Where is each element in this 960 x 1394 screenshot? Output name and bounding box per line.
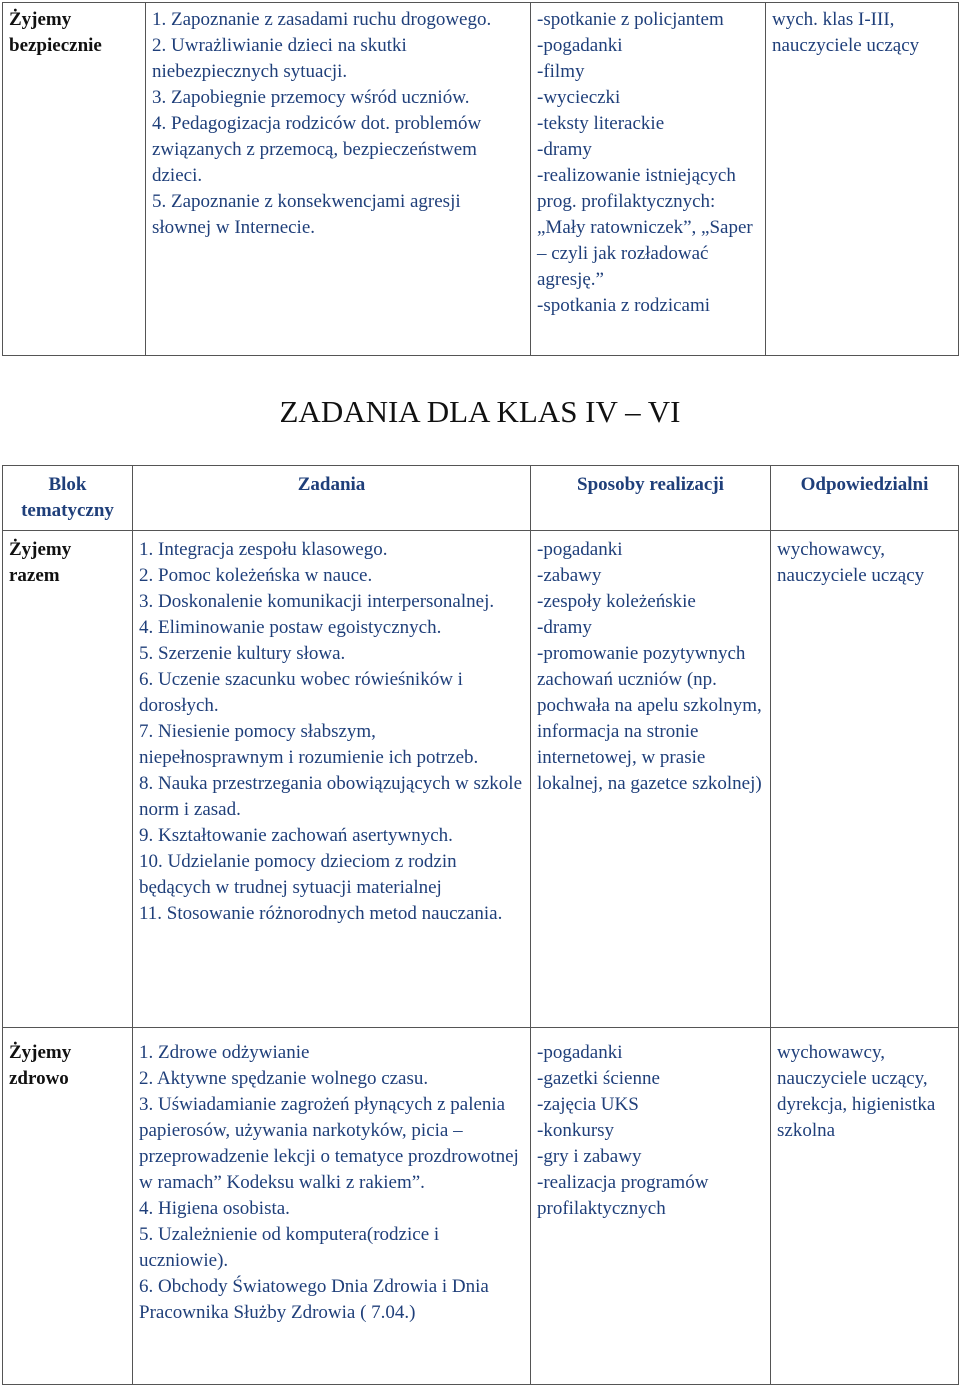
responsible-text: wychowawcy, nauczyciele uczący [777, 539, 925, 586]
list-item: -realizacja programów profilaktycznych [537, 1172, 709, 1219]
list-item: 9. Kształtowanie zachowań asertywnych. [139, 825, 453, 846]
table-row [3, 1028, 959, 1385]
section-title: ZADANIA DLA KLAS IV – VI [279, 394, 681, 429]
table-row [3, 531, 959, 1028]
list-item: -zabawy [537, 565, 602, 586]
list-item: 4. Eliminowanie postaw egoistycznych. [139, 617, 442, 638]
list-item: 3. Zapobiegnie przemocy wśród uczniów. [152, 87, 470, 108]
block-label: Żyjemy [9, 539, 72, 560]
top-table [2, 2, 959, 356]
block-cell [3, 3, 146, 356]
list-item: 2. Uwrażliwianie dzieci na skutki niebezpiecznych sytuacji. [152, 35, 407, 82]
list-item: -spotkanie z policjantem [537, 9, 724, 30]
list-item: 5. Zapoznanie z konsekwencjami agresji słownej w Internecie. [152, 191, 461, 238]
list-item: -dramy [537, 139, 592, 160]
list-item: -pogadanki [537, 1042, 623, 1063]
list-item: 5. Szerzenie kultury słowa. [139, 643, 346, 664]
list-item: 4. Higiena osobista. [139, 1198, 290, 1219]
list-item: -konkursy [537, 1120, 615, 1141]
table-row [3, 3, 959, 356]
list-item: -wycieczki [537, 87, 621, 108]
list-item: -dramy [537, 617, 592, 638]
methods-cell [531, 1028, 771, 1385]
list-item: -zajęcia UKS [537, 1094, 639, 1115]
header-responsible: Odpowiedzialni [771, 466, 959, 531]
list-item: -pogadanki [537, 35, 623, 56]
block-label: razem [9, 565, 60, 586]
block-label: zdrowo [9, 1068, 69, 1089]
responsible-cell [771, 531, 959, 1028]
list-item: 1. Zdrowe odżywianie [139, 1042, 310, 1063]
list-item: 2. Pomoc koleżeńska w nauce. [139, 565, 373, 586]
block-cell [3, 531, 133, 1028]
list-item: 3. Uświadamianie zagrożeń płynących z palenia papierosów, używania narkotyków, picia – przeprowadzenie lekcji o tematyce prozdrowotnej w ramach” Kodeksu walki z rakiem”. [139, 1094, 519, 1193]
responsible-text: wych. klas I-III, nauczyciele uczący [772, 9, 920, 56]
list-item: 7. Niesienie pomocy słabszym, niepełnosprawnym i rozumienie ich potrzeb. [139, 721, 479, 768]
methods-cell [531, 3, 766, 356]
block-label: bezpiecznie [9, 35, 102, 56]
list-item: 6. Uczenie szacunku wobec rówieśników i dorosłych. [139, 669, 463, 716]
list-item: 2. Aktywne spędzanie wolnego czasu. [139, 1068, 429, 1089]
list-item: -teksty literackie [537, 113, 665, 134]
list-item: -filmy [537, 61, 585, 82]
list-item: 4. Pedagogizacja rodziców dot. problemów związanych z przemocą, bezpieczeństwem dzieci. [152, 113, 482, 186]
main-table [2, 465, 959, 1385]
header-row [3, 466, 959, 531]
tasks-cell [133, 1028, 531, 1385]
header-methods: Sposoby realizacji [531, 466, 771, 531]
list-item: 3. Doskonalenie komunikacji interpersonalnej. [139, 591, 495, 612]
list-item: 1. Integracja zespołu klasowego. [139, 539, 388, 560]
list-item: 10. Udzielanie pomocy dzieciom z rodzin będących w trudnej sytuacji materialnej [139, 851, 457, 898]
list-item: -pogadanki [537, 539, 623, 560]
list-item: -spotkania z rodzicami [537, 295, 711, 316]
block-cell [3, 1028, 133, 1385]
responsible-cell [771, 1028, 959, 1385]
tasks-cell [146, 3, 531, 356]
methods-cell [531, 531, 771, 1028]
header-tasks: Zadania [133, 466, 531, 531]
responsible-text: wychowawcy, nauczyciele uczący, dyrekcja, higienistka szkolna [777, 1042, 936, 1141]
list-item: 5. Uzależnienie od komputera(rodzice i uczniowie). [139, 1224, 440, 1271]
list-item: -realizowanie istniejących prog. profilaktycznych: „Mały ratowniczek”, „Saper – czyli jak rozładować agresję.” [537, 165, 753, 290]
block-label: Żyjemy [9, 9, 72, 30]
list-item: -gazetki ścienne [537, 1068, 660, 1089]
list-item: -zespoły koleżeńskie [537, 591, 696, 612]
tasks-cell [133, 531, 531, 1028]
list-item: -gry i zabawy [537, 1146, 642, 1167]
list-item: 8. Nauka przestrzegania obowiązujących w szkole norm i zasad. [139, 773, 522, 820]
list-item: 6. Obchody Światowego Dnia Zdrowia i Dnia Pracownika Służby Zdrowia ( 7.04.) [139, 1276, 489, 1323]
header-block: Blok tematyczny [3, 466, 133, 531]
list-item: 11. Stosowanie różnorodnych metod nauczania. [139, 903, 503, 924]
list-item: -promowanie pozytywnych zachowań uczniów (np. pochwała na apelu szkolnym, informacja na stronie internetowej, w prasie lokalnej, na gazetce szkolnej) [537, 643, 762, 794]
block-label: Żyjemy [9, 1042, 72, 1063]
list-item: 1. Zapoznanie z zasadami ruchu drogowego. [152, 9, 492, 30]
responsible-cell [766, 3, 959, 356]
